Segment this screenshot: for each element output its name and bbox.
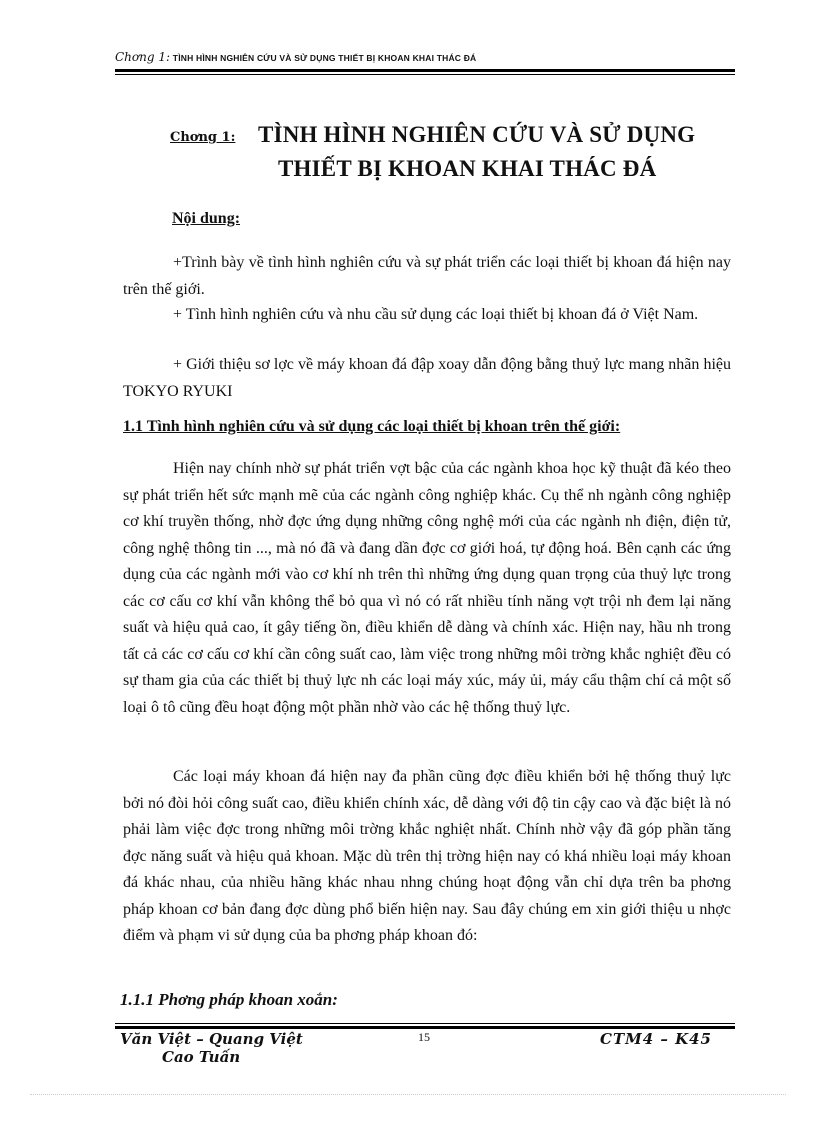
bullet-text: + Tình hình nghiên cứu và nhu cầu sử dụng các loại thiết bị khoan đá ở Việt Nam.	[173, 306, 699, 323]
section-heading: 1.1 Tình hình nghiên cứu và sử dụng các loại thiết bị khoan trên thế giới:	[123, 418, 621, 435]
page-number: 15	[418, 1030, 430, 1044]
header-rule-thick	[115, 69, 735, 72]
bullet-text: + Giới thiệu sơ lợc về máy khoan đá đập xoay dẫn động bằng thuỷ lực mang nhãn hiệu TOKYO RYUKI	[123, 356, 731, 400]
footer-authors	[120, 1030, 303, 1066]
footer-rule-thick	[115, 1026, 735, 1029]
chapter-title-line-2: THIẾT BỊ KHOAN KHAI THÁC ĐÁ	[278, 156, 657, 181]
bullet-item	[123, 250, 731, 303]
paragraph-text: Hiện nay chính nhờ sự phát triển vợt bậc của các ngành khoa học kỹ thuật đã kéo theo sự phát triển hết sức mạnh mẽ của các ngành công nghiệp khác. Cụ thể nh ngành công nghiệp cơ khí truyền thống, nhờ đợc ứng dụng những công nghệ mới của các ngành nh điện, điện tử, công nghệ thông tin ..., mà nó đã và đang dần đợc cơ giới hoá, tự động hoá. Bên cạnh các ứng dụng của các ngành mới vào cơ khí nh trên thì những ứng dụng quan trọng của thuỷ lực trong các cơ cấu cơ khí vẫn không thể bỏ qua vì nó có rất nhiều tính năng vợt trội nh đem lại năng suất và hiệu quả cao, ít gây tiếng ồn, điều khiển dễ dàng và chính xác. Hiện nay, hầu nh trong tất cả các cơ cấu cơ khí cần công suất cao, làm việc trong những môi trờng khắc nghiệt đều có sự tham gia của các thiết bị thuỷ lực nh các loại máy xúc, máy ủi, máy cẩu thậm chí cả một số loại ô tô cũng đều hoạt động một phần nhờ vào các hệ thống thuỷ lực.	[123, 460, 731, 716]
chapter-label: Chơng 1:	[170, 130, 236, 145]
bullet-text: +Trình bày về tình hình nghiên cứu và sự phát triển các loại thiết bị khoan đá hiện nay trên thế giới.	[123, 254, 731, 298]
page-header	[115, 50, 735, 70]
subsection-heading: 1.1.1 Phơng pháp khoan xoắn:	[120, 990, 338, 1009]
contents-label: Nội dung:	[172, 210, 241, 227]
footer-authors-line-2: Cao Tuấn	[162, 1048, 241, 1066]
body-paragraph	[123, 764, 731, 950]
header-rule-thin	[115, 74, 735, 75]
header-chapter-label: Chơng 1:	[115, 50, 171, 64]
paragraph-text: Các loại máy khoan đá hiện nay đa phần cũng đợc điều khiển bởi hệ thống thuỷ lực bởi nó đòi hỏi công suất cao, điều khiển chính xác, dễ dàng với độ tin cậy cao và đặc biệt là nó phải làm việc đợc trong những môi trờng khắc nghiệt nhất. Chính nhờ vậy đã góp phần tăng đợc năng suất và hiệu quả khoan. Mặc dù trên thị trờng hiện nay có khá nhiều loại máy khoan đá khác nhau, của nhiều hãng khác nhau nhng chúng hoạt động vẫn chỉ dựa trên ba phơng pháp khoan cơ bản đang đợc dùng phổ biến hiện nay. Sau đây chúng em xin giới thiệu u nhợc điểm và phạm vi sử dụng của ba phơng pháp khoan đó:	[123, 768, 731, 944]
footer-class-code: CTM4 – K45	[600, 1030, 712, 1048]
bullet-item	[123, 302, 731, 329]
footer-rule-thin	[115, 1023, 735, 1024]
chapter-title-line-1: TÌNH HÌNH NGHIÊN CỨU VÀ SỬ DỤNG	[258, 122, 696, 147]
bullet-item	[123, 352, 731, 405]
page-bottom-divider	[30, 1094, 786, 1095]
footer-authors-line-1: Văn Việt – Quang Việt	[120, 1030, 303, 1048]
body-paragraph	[123, 456, 731, 721]
header-chapter-title: TÌNH HÌNH NGHIÊN CỨU VÀ SỬ DỤNG THIẾT BỊ KHOAN KHAI THÁC ĐÁ	[172, 53, 477, 63]
